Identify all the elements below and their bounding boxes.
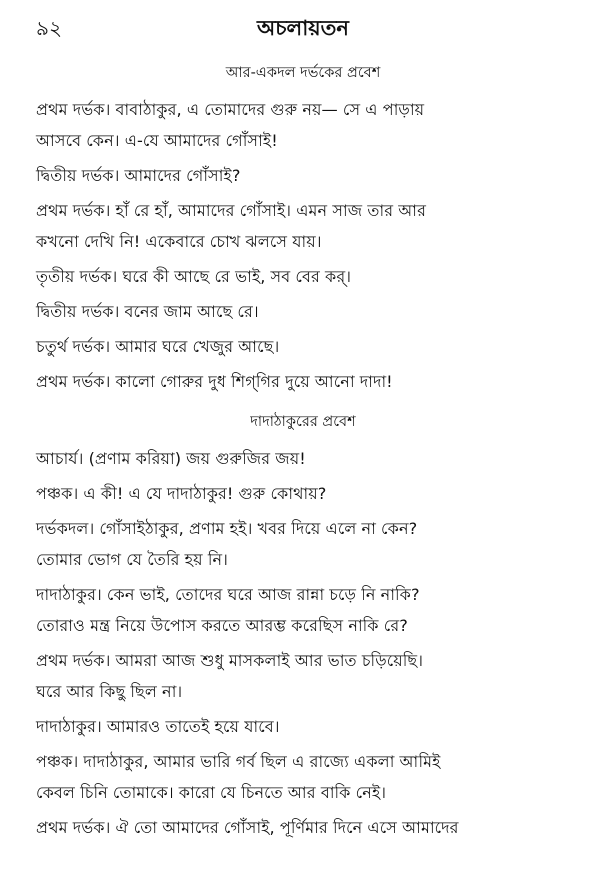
dialogue-line [36, 165, 570, 187]
speech-text: কালো গোরুর দুধ শিগ্‌গির দুয়ে আনো দাদা! [115, 372, 393, 391]
speech-text: এ কী! এ যে দাদাঠাকুর! গুরু কোথায়? [83, 484, 327, 503]
dialogue-line [36, 448, 570, 470]
dialogue-line [36, 336, 570, 358]
speech-text: ঘরে আর কিছু ছিল না। [36, 682, 183, 701]
speaker-name: পঞ্চক। [36, 752, 79, 771]
speech-text: তোরাও মন্ত্র নিয়ে উপোস করতে আরম্ভ করেছিস নাকি রে? [36, 616, 408, 635]
dialogue-line [36, 371, 570, 393]
dialogue-continuation [36, 231, 570, 253]
speech-text: আমার ঘরে খেজুর আছে। [115, 337, 280, 356]
speaker-name: দাদাঠাকুর। [36, 717, 102, 736]
stage-direction: আর-একদল দর্ভকের প্রবেশ [225, 65, 381, 81]
dialogue-continuation [36, 549, 570, 571]
speaker-name: চতুর্থ দর্ভক। [36, 337, 111, 356]
dialogue-line [36, 99, 570, 121]
dialogue-line [36, 751, 570, 773]
speaker-name: প্রথম দর্ভক। [36, 818, 111, 837]
dialogue-line [36, 301, 570, 323]
speaker-name: প্রথম দর্ভক। [36, 372, 111, 391]
speaker-name: দর্ভকদল। [36, 519, 95, 538]
page-number: ৯২ [36, 16, 62, 40]
dialogue-line [36, 266, 570, 288]
running-title: অচলায়তন [257, 16, 349, 40]
page-header [36, 0, 570, 44]
dialogue-line [36, 518, 570, 540]
speech-text: বাবাঠাকুর, এ তোমাদের গুরু নয়— সে এ পাড়ায় [115, 100, 425, 119]
speaker-name: আচার্য। [36, 449, 84, 468]
speech-text: ঐ তো আমাদের গোঁসাই, পূর্ণিমার দিনে এসে আমাদের [115, 818, 459, 837]
speech-text: তোমার ভোগ যে তৈরি হয় নি। [36, 550, 228, 569]
speaker-name: প্রথম দর্ভক। [36, 651, 111, 670]
speech-text: আসবে কেন। এ-যে আমাদের গোঁসাই! [36, 131, 278, 150]
speaker-name: দাদাঠাকুর। [36, 585, 102, 604]
speech-text: কেন ভাই, তোদের ঘরে আজ রান্না চড়ে নি নাকি? [106, 585, 420, 604]
dialogue-line [36, 200, 570, 222]
dialogue-line [36, 817, 570, 839]
speech-text: গোঁসাইঠাকুর, প্রণাম হই। খবর দিয়ে এলে না কেন? [99, 519, 418, 538]
speaker-name: দ্বিতীয় দর্ভক। [36, 166, 120, 185]
speech-text: আমরা আজ শুধু মাসকলাই আর ভাত চড়িয়েছি। [115, 651, 424, 670]
speaker-name: দ্বিতীয় দর্ভক। [36, 302, 120, 321]
speech-text: কখনো দেখি নি! একেবারে চোখ ঝলসে যায়। [36, 232, 322, 251]
speech-text: (প্রণাম করিয়া) জয় গুরুজির জয়! [88, 449, 306, 468]
dialogue-continuation [36, 681, 570, 703]
dialogue-line [36, 584, 570, 606]
speaker-name: প্রথম দর্ভক। [36, 201, 111, 220]
speech-text: ঘরে কী আছে রে ভাই, সব বের কর্‌। [122, 267, 352, 286]
dialogue-line [36, 716, 570, 738]
speech-text: বনের জাম আছে রে। [124, 302, 259, 321]
speech-text: আমাদের গোঁসাই? [124, 166, 241, 185]
dialogue-continuation [36, 782, 570, 804]
dialogue-continuation [36, 130, 570, 152]
speech-text: হাঁ রে হাঁ, আমাদের গোঁসাই। এমন সাজ তার আর [115, 201, 427, 220]
speech-text: কেবল চিনি তোমাকে। কারো যে চিনতে আর বাকি নেই। [36, 783, 387, 802]
speech-text: দাদাঠাকুর, আমার ভারি গর্ব ছিল এ রাজ্যে একলা আমিই [83, 752, 441, 771]
speaker-name: পঞ্চক। [36, 484, 79, 503]
speaker-name: প্রথম দর্ভক। [36, 100, 111, 119]
play-text [36, 62, 570, 839]
dialogue-line [36, 650, 570, 672]
speaker-name: তৃতীয় দর্ভক। [36, 267, 118, 286]
dialogue-continuation [36, 615, 570, 637]
dialogue-line [36, 483, 570, 505]
stage-direction: দাদাঠাকুরের প্রবেশ [250, 414, 356, 430]
speech-text: আমারও তাতেই হয়ে যাবে। [106, 717, 280, 736]
